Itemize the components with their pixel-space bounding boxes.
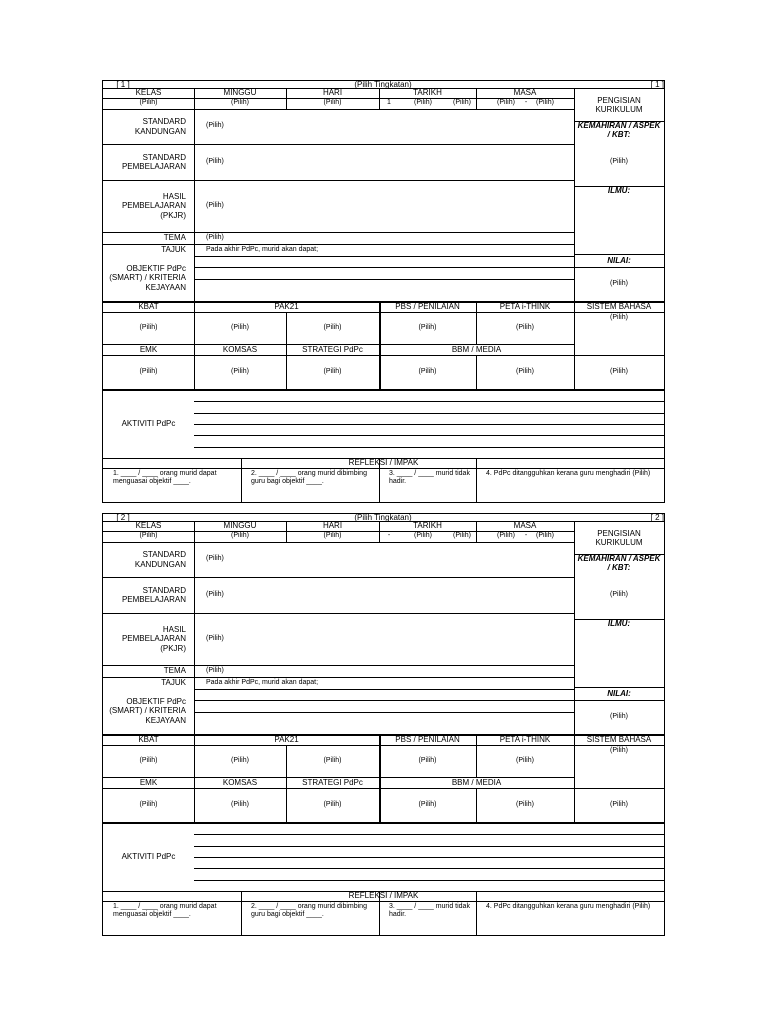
pbs-select[interactable]: (Pilih) bbox=[418, 756, 437, 764]
tema-select[interactable]: (Pilih) bbox=[206, 233, 224, 241]
hari-header: HARI bbox=[322, 521, 343, 531]
tingkatan-select[interactable]: (Pilih Tingkatan) bbox=[354, 79, 412, 89]
masa-separator: - bbox=[524, 99, 528, 107]
nilai-select[interactable]: (Pilih) bbox=[610, 279, 628, 287]
refleksi-item-3[interactable]: 3. ____ / ____ murid tidak hadir. bbox=[389, 470, 470, 486]
masa-select-1[interactable]: (Pilih) bbox=[497, 532, 515, 540]
pbs-header: PBS / PENILAIAN bbox=[395, 734, 460, 744]
standard-pembelajaran-select[interactable]: (Pilih) bbox=[206, 590, 224, 598]
aktiviti-pdpc-label: AKTIVITI PdPc bbox=[121, 418, 176, 428]
refleksi-item-2[interactable]: 2. ____ / ____ orang murid dibimbing guru bagi objektif ____. bbox=[251, 903, 367, 919]
pbs-select[interactable]: (Pilih) bbox=[418, 323, 437, 331]
kelas-header: KELAS bbox=[135, 88, 162, 98]
sistem-bahasa-header: SISTEM BAHASA bbox=[586, 734, 652, 744]
sistem-bahasa-select[interactable]: (Pilih) bbox=[610, 314, 628, 321]
tarikh-prefix: - bbox=[387, 532, 391, 540]
bbm-media-select-2[interactable]: (Pilih) bbox=[516, 800, 534, 808]
kbat-select[interactable]: (Pilih) bbox=[139, 756, 158, 764]
standard-pembelajaran-label: STANDARD PEMBELAJARAN bbox=[121, 585, 186, 604]
komsas-select[interactable]: (Pilih) bbox=[231, 367, 249, 375]
standard-pembelajaran-select[interactable]: (Pilih) bbox=[206, 157, 224, 165]
tajuk-label: TAJUK bbox=[161, 678, 186, 688]
masa-header: MASA bbox=[513, 521, 537, 531]
masa-header: MASA bbox=[513, 88, 537, 98]
pak21-header: PAK21 bbox=[274, 734, 299, 744]
minggu-header: MINGGU bbox=[223, 521, 257, 531]
strategi-pdpc-header: STRATEGI PdPc bbox=[302, 777, 363, 787]
bbm-media-select-1[interactable]: (Pilih) bbox=[418, 367, 437, 375]
ilmu-label: ILMU: bbox=[607, 619, 631, 629]
lesson-plan-form-1 bbox=[102, 80, 665, 503]
tarikh-header: TARIKH bbox=[413, 88, 442, 98]
refleksi-item-1[interactable]: 1. ____ / ____ orang murid dapat menguasai objektif ____. bbox=[113, 903, 217, 919]
masa-separator: - bbox=[524, 532, 528, 540]
kelas-header: KELAS bbox=[135, 521, 162, 531]
tarikh-select-2[interactable]: (Pilih) bbox=[453, 99, 471, 107]
aktiviti-pdpc-label: AKTIVITI PdPc bbox=[121, 851, 176, 861]
pak21-header: PAK21 bbox=[274, 301, 299, 311]
bbm-media-header: BBM / MEDIA bbox=[451, 777, 502, 787]
bbm-media-select-1[interactable]: (Pilih) bbox=[418, 800, 437, 808]
kbat-select[interactable]: (Pilih) bbox=[139, 323, 158, 331]
masa-select-2[interactable]: (Pilih) bbox=[536, 99, 554, 107]
kemahiran-label: KEMAHIRAN / ASPEK / KBT: bbox=[577, 120, 661, 139]
hasil-pembelajaran-label: HASIL PEMBELAJARAN (PKJR) bbox=[121, 192, 186, 220]
pak21-select-2[interactable]: (Pilih) bbox=[323, 756, 342, 764]
pbs-header: PBS / PENILAIAN bbox=[395, 301, 460, 311]
tarikh-select-2[interactable]: (Pilih) bbox=[453, 532, 471, 540]
objektif-text[interactable]: Pada akhir PdPc, murid akan dapat; bbox=[206, 245, 319, 253]
kbat-header: KBAT bbox=[138, 734, 159, 744]
masa-select-1[interactable]: (Pilih) bbox=[497, 99, 515, 107]
objektif-text[interactable]: Pada akhir PdPc, murid akan dapat; bbox=[206, 678, 319, 686]
form-number-right: [ 1 ] bbox=[650, 79, 664, 89]
standard-kandungan-select[interactable]: (Pilih) bbox=[206, 555, 224, 563]
standard-kandungan-label: STANDARD KANDUNGAN bbox=[134, 550, 186, 569]
strategi-pdpc-header: STRATEGI PdPc bbox=[302, 344, 363, 354]
strategi-pdpc-select[interactable]: (Pilih) bbox=[323, 800, 342, 808]
komsas-header: KOMSAS bbox=[222, 344, 258, 354]
bbm-media-select-2[interactable]: (Pilih) bbox=[516, 367, 534, 375]
nilai-label: NILAI: bbox=[607, 255, 631, 265]
objektif-label: OBJEKTIF PdPc (SMART) / KRITERIA KEJAYAAN bbox=[109, 264, 186, 292]
masa-select-2[interactable]: (Pilih) bbox=[536, 532, 554, 540]
emk-select[interactable]: (Pilih) bbox=[139, 367, 158, 375]
minggu-header: MINGGU bbox=[223, 88, 257, 98]
peta-ithink-header: PETA i-THINK bbox=[499, 734, 551, 744]
refleksi-header: REFLEKSI / IMPAK bbox=[348, 458, 419, 468]
sistem-bahasa-header: SISTEM BAHASA bbox=[586, 301, 652, 311]
standard-kandungan-select[interactable]: (Pilih) bbox=[206, 122, 224, 130]
emk-header: EMK bbox=[139, 344, 158, 354]
peta-ithink-select[interactable]: (Pilih) bbox=[516, 756, 534, 764]
komsas-header: KOMSAS bbox=[222, 777, 258, 787]
peta-ithink-header: PETA i-THINK bbox=[499, 301, 551, 311]
tarikh-header: TARIKH bbox=[413, 521, 442, 531]
minggu-select[interactable]: (Pilih) bbox=[231, 99, 249, 107]
refleksi-item-3[interactable]: 3. ____ / ____ murid tidak hadir. bbox=[389, 903, 470, 919]
bbm-media-select-3[interactable]: (Pilih) bbox=[610, 367, 628, 375]
tema-select[interactable]: (Pilih) bbox=[206, 666, 224, 674]
form-number: [ 1 ] bbox=[116, 79, 130, 89]
hasil-pembelajaran-label: HASIL PEMBELAJARAN (PKJR) bbox=[121, 625, 186, 653]
hari-select[interactable]: (Pilih) bbox=[323, 99, 342, 107]
pengisian-kurikulum-header: PENGISIAN KURIKULUM bbox=[595, 528, 643, 547]
ilmu-label: ILMU: bbox=[607, 186, 631, 196]
pak21-select-1[interactable]: (Pilih) bbox=[231, 323, 249, 331]
sistem-bahasa-select[interactable]: (Pilih) bbox=[610, 747, 628, 754]
standard-kandungan-label: STANDARD KANDUNGAN bbox=[134, 117, 186, 136]
tingkatan-select[interactable]: (Pilih Tingkatan) bbox=[354, 512, 412, 522]
refleksi-header: REFLEKSI / IMPAK bbox=[348, 891, 419, 901]
kelas-select[interactable]: (Pilih) bbox=[139, 99, 158, 107]
emk-select[interactable]: (Pilih) bbox=[139, 800, 158, 808]
lesson-plan-form-2 bbox=[102, 513, 665, 936]
form-number-right: [ 2 ] bbox=[650, 512, 664, 522]
refleksi-item-4[interactable]: 4. PdPc ditangguhkan kerana guru menghadiri (Pilih) bbox=[486, 903, 651, 910]
peta-ithink-select[interactable]: (Pilih) bbox=[516, 323, 534, 331]
hasil-pembelajaran-select[interactable]: (Pilih) bbox=[206, 634, 224, 642]
tarikh-prefix: 1 bbox=[387, 99, 391, 107]
pak21-select-1[interactable]: (Pilih) bbox=[231, 756, 249, 764]
standard-pembelajaran-label: STANDARD PEMBELAJARAN bbox=[121, 152, 186, 171]
kemahiran-label: KEMAHIRAN / ASPEK / KBT: bbox=[577, 553, 661, 572]
bbm-media-header: BBM / MEDIA bbox=[451, 344, 502, 354]
pak21-select-2[interactable]: (Pilih) bbox=[323, 323, 342, 331]
objektif-label: OBJEKTIF PdPc (SMART) / KRITERIA KEJAYAAN bbox=[109, 697, 186, 725]
hari-select[interactable]: (Pilih) bbox=[323, 532, 342, 540]
tema-label: TEMA bbox=[163, 666, 186, 676]
refleksi-item-4[interactable]: 4. PdPc ditangguhkan kerana guru menghadiri (Pilih) bbox=[486, 470, 651, 477]
nilai-select[interactable]: (Pilih) bbox=[610, 712, 628, 720]
nilai-label: NILAI: bbox=[607, 688, 631, 698]
tarikh-select-1[interactable]: (Pilih) bbox=[414, 99, 432, 107]
komsas-select[interactable]: (Pilih) bbox=[231, 800, 249, 808]
hasil-pembelajaran-select[interactable]: (Pilih) bbox=[206, 201, 224, 209]
kelas-select[interactable]: (Pilih) bbox=[139, 532, 158, 540]
refleksi-item-2[interactable]: 2. ____ / ____ orang murid dibimbing guru bagi objektif ____. bbox=[251, 470, 367, 486]
kemahiran-select[interactable]: (Pilih) bbox=[610, 158, 628, 166]
tarikh-select-1[interactable]: (Pilih) bbox=[414, 532, 432, 540]
pengisian-kurikulum-header: PENGISIAN KURIKULUM bbox=[595, 95, 643, 114]
tema-label: TEMA bbox=[163, 233, 186, 243]
tajuk-label: TAJUK bbox=[161, 245, 186, 255]
strategi-pdpc-select[interactable]: (Pilih) bbox=[323, 367, 342, 375]
hari-header: HARI bbox=[322, 88, 343, 98]
emk-header: EMK bbox=[139, 777, 158, 787]
kemahiran-select[interactable]: (Pilih) bbox=[610, 591, 628, 599]
kbat-header: KBAT bbox=[138, 301, 159, 311]
form-number: [ 2 ] bbox=[116, 512, 130, 522]
bbm-media-select-3[interactable]: (Pilih) bbox=[610, 800, 628, 808]
refleksi-item-1[interactable]: 1. ____ / ____ orang murid dapat menguasai objektif ____. bbox=[113, 470, 217, 486]
minggu-select[interactable]: (Pilih) bbox=[231, 532, 249, 540]
